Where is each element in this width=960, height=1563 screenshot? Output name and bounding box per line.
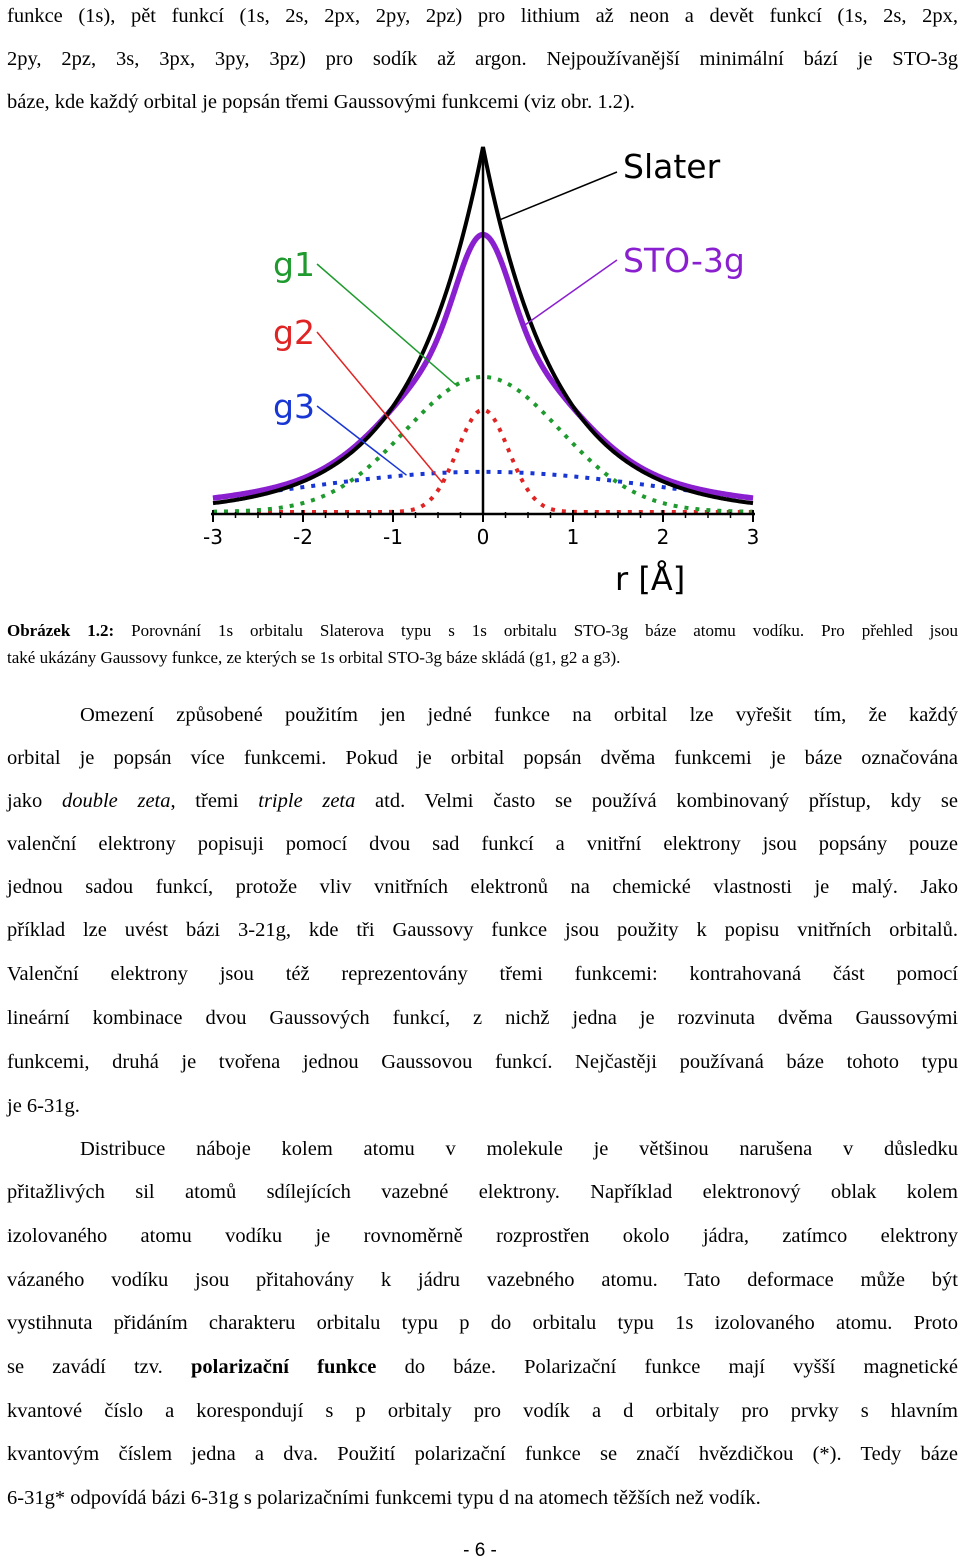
para1-line-8: lineární kombinace dvou Gaussových funkcí, z nichž jedna je rozvinuta dvěma Gaussovými <box>7 1007 958 1029</box>
intro-line-3: báze, kde každý orbital je popsán třemi Gaussovými funkcemi (viz obr. 1.2). <box>7 91 635 113</box>
para1-line-5: jednou sadou funkcí, protože vliv vnitřních elektronů na chemické vlastnosti je malý. Jako <box>7 876 958 898</box>
intro-line-2: 2py, 2pz, 3s, 3px, 3py, 3pz) pro sodík až argon. Nejpoužívanější minimální bází je STO-3g <box>7 48 958 70</box>
figure-caption-line-2: také ukázány Gaussovy funkce, ze kterých se 1s orbital STO-3g báze skládá (g1, g2 a g3). <box>7 648 621 667</box>
para1-line-1: Omezení způsobené použitím jen jedné funkce na orbital lze vyřešit tím, že každý <box>80 704 958 726</box>
label-sto3g: STO-3g <box>623 241 745 280</box>
x-axis-ticks <box>203 510 759 549</box>
term-polarizacni-funkce: polarizační funkce <box>191 1356 377 1378</box>
x-tick-label: 3 <box>746 525 760 549</box>
figure-caption-line-1 <box>7 620 958 642</box>
para2-line-9: 6-31g* odpovídá bázi 6-31g s polarizačními funkcemi typu d na atomech těžších než vodík. <box>7 1487 761 1509</box>
x-tick-label: 1 <box>566 525 580 549</box>
x-tick-label: 0 <box>476 525 490 549</box>
orbital-chart <box>195 140 775 610</box>
para1-line-6: příklad lze uvést bázi 3-21g, kde tři Gaussovy funkce jsou použity k popisu vnitřních orbitalů. <box>7 919 958 941</box>
para2-line-7: kvantové číslo a korespondují s p orbitaly pro vodík a d orbitaly pro prvky s hlavním <box>7 1400 958 1422</box>
x-axis-label: r [Å] <box>615 560 686 598</box>
leader-sto3g <box>524 260 618 326</box>
para1-line-7: Valenční elektrony jsou též reprezentovány třemi funkcemi: kontrahovaná část pomocí <box>7 963 958 985</box>
para2-line-6 <box>7 1355 958 1379</box>
para1-line-10: je 6-31g. <box>7 1095 80 1117</box>
para2-line-4: vázaného vodíku jsou přitahovány k jádru vazebného atomu. Tato deformace může být <box>7 1269 958 1291</box>
caption-text-1: Porovnání 1s orbitalu Slaterova typu s 1s orbitalu STO-3g báze atomu vodíku. Pro přehled jsou <box>114 621 959 640</box>
figure-orbital-comparison <box>195 140 775 610</box>
para1-line-3 <box>7 789 958 813</box>
para2-line-5: vystihnuta přidáním charakteru orbitalu typu p do orbitalu typu 1s izolovaného atomu. Proto <box>7 1312 958 1334</box>
label-g1: g1 <box>273 245 315 284</box>
para2-line-1: Distribuce náboje kolem atomu v molekule je většinou narušena v důsledku <box>80 1138 958 1160</box>
leader-slater <box>499 172 617 220</box>
term-double-zeta: double zeta <box>61 790 171 812</box>
para1-line-9: funkcemi, druhá je tvořena jednou Gaussovou funkcí. Nejčastěji používaná báze tohoto typu <box>7 1051 958 1073</box>
label-g2: g2 <box>273 313 315 352</box>
para1-line3-c: atd. Velmi často se používá kombinovaný přístup, kdy se <box>355 790 959 812</box>
x-tick-label: 2 <box>656 525 670 549</box>
label-slater: Slater <box>623 147 721 186</box>
x-tick-label: -3 <box>203 525 223 549</box>
x-tick-label: -2 <box>293 525 313 549</box>
para2-line6-b: do báze. Polarizační funkce mají vyšší magnetické <box>376 1356 958 1378</box>
para1-line-4: valenční elektrony popisuji pomocí dvou sad funkcí a vnitřní elektrony jsou popsány pouze <box>7 833 958 855</box>
para1-line3-a: jako <box>7 790 62 812</box>
para2-line-8: kvantovým číslem jedna a dva. Použití polarizační funkce se značí hvězdičkou (*). Tedy báze <box>7 1443 958 1465</box>
para2-line-2: přitažlivých sil atomů sdílejících vazebné elektrony. Například elektronový oblak kolem <box>7 1181 958 1203</box>
caption-label: Obrázek 1.2: <box>7 621 115 640</box>
para1-line-2: orbital je popsán více funkcemi. Pokud je orbital popsán dvěma funkcemi je báze označována <box>7 747 958 769</box>
term-triple-zeta: triple zeta <box>258 790 356 812</box>
page-number: - 6 - <box>463 1540 497 1561</box>
para2-line-3: izolovaného atomu vodíku je rovnoměrně rozprostřen okolo jádra, zatímco elektrony <box>7 1225 958 1247</box>
intro-line-1: funkce (1s), pět funkcí (1s, 2s, 2px, 2py, 2pz) pro lithium až neon a devět funkcí (1s, 2s, 2px, <box>7 5 958 27</box>
label-g3: g3 <box>273 387 315 426</box>
para1-line3-b: , třemi <box>170 790 259 812</box>
para2-line6-a: se zavádí tzv. <box>7 1356 191 1378</box>
x-tick-label: -1 <box>383 525 403 549</box>
